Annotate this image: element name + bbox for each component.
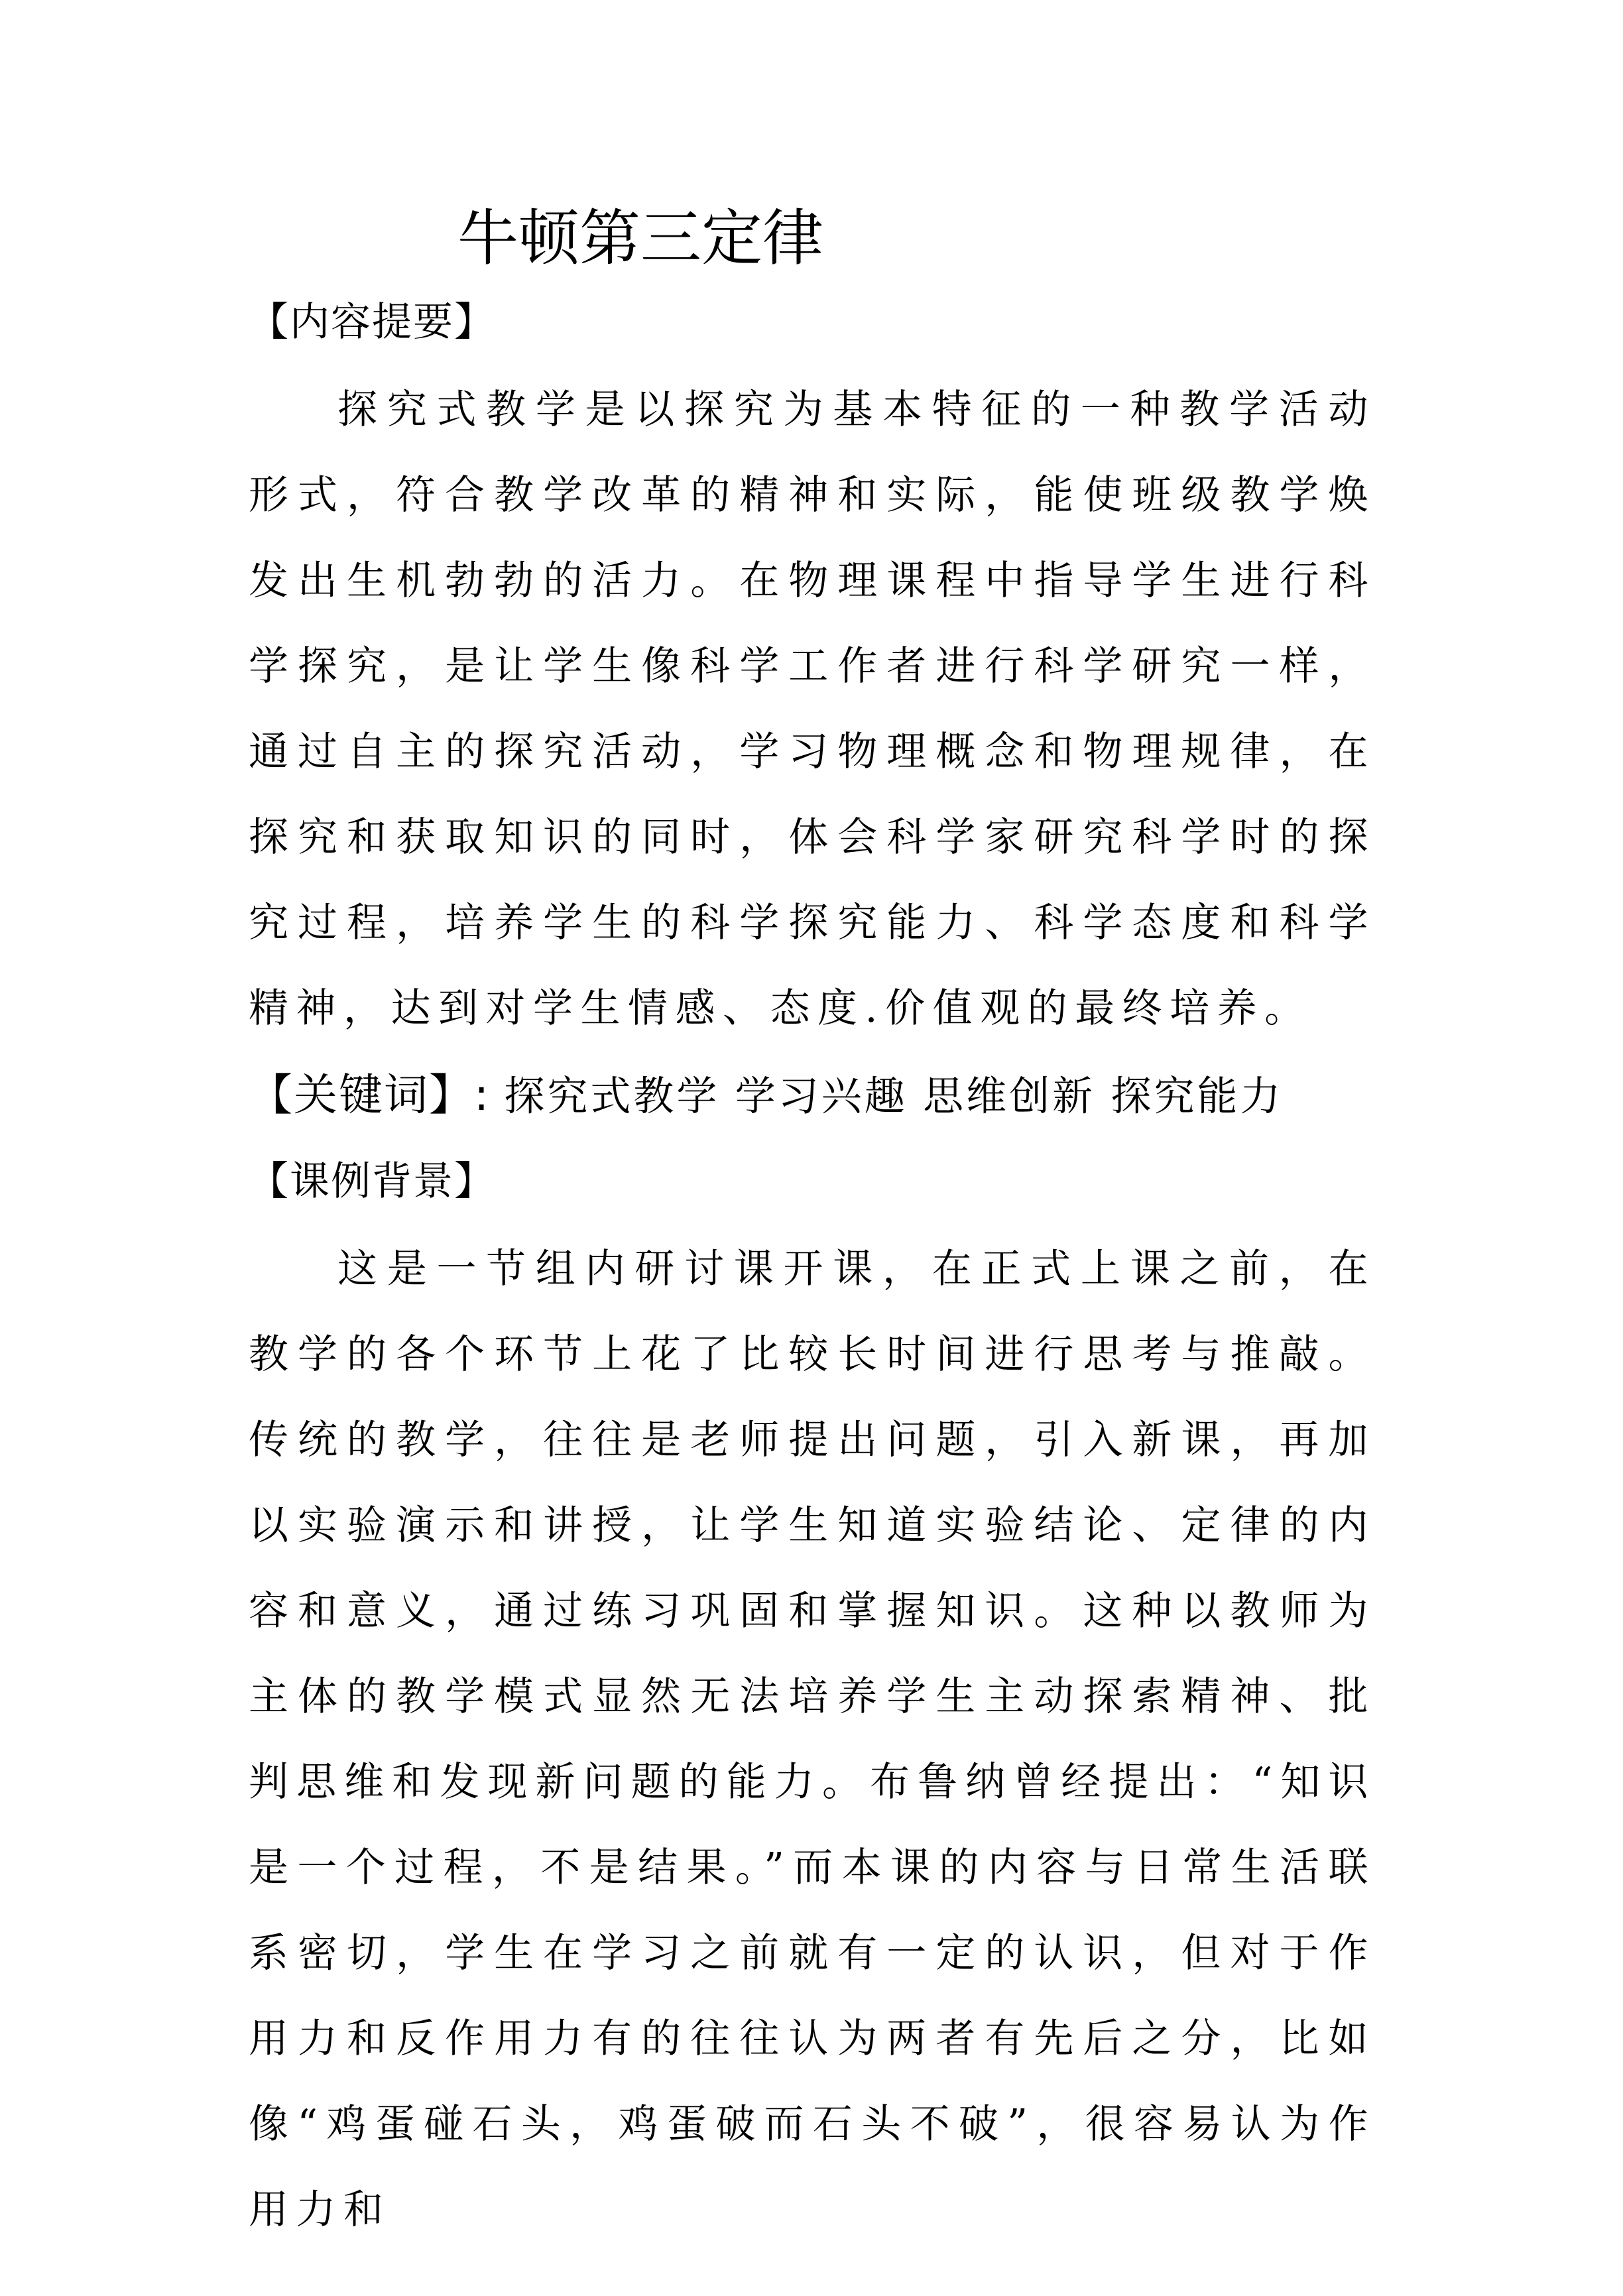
- summary-paragraph: 探究式教学是以探究为基本特征的一种教学活动形式，符合教学改革的精神和实际，能使班级教学焕发出生机勃勃的活力。在物理课程中指导学生进行科学探究，是让学生像科学工作者进行科学研究一样，通过自主的探究活动，学习物理概念和物理规律，在探究和获取知识的同时，体会科学家研究科学时的探究过程，培养学生的科学探究能力、科学态度和科学精神，达到对学生情感、态度.价值观的最终培养。: [249, 387, 1376, 1032]
- summary-heading: 【内容提要】: [249, 299, 495, 345]
- background-paragraph: 这是一节组内研讨课开课，在正式上课之前，在教学的各个环节上花了比较长时间进行思考与推敲。传统的教学，往往是老师提出问题，引入新课，再加以实验演示和讲授，让学生知道实验结论、定律的内容和意义，通过练习巩固和掌握知识。这种以教师为主体的教学模式显然无法培养学生主动探索精神、批判思维和发现新问题的能力。布鲁纳曾经提出：“知识是一个过程，不是结果。”而本课的内容与日常生活联系密切，学生在学习之前就有一定的认识，但对于作用力和反作用力有的往往认为两者有先后之分，比如像“鸡蛋碰石头，鸡蛋破而石头不破”，很容易认为作用力和: [249, 1246, 1376, 2233]
- keywords-list: 探究式教学 学习兴趣 思维创新 探究能力: [504, 1073, 1284, 1120]
- background-heading: 【课例背景】: [249, 1158, 495, 1205]
- keywords-heading: 【关键词】:: [249, 1069, 491, 1120]
- document-title: 牛顿第三定律: [457, 203, 824, 274]
- keywords-line: [249, 1069, 1284, 1123]
